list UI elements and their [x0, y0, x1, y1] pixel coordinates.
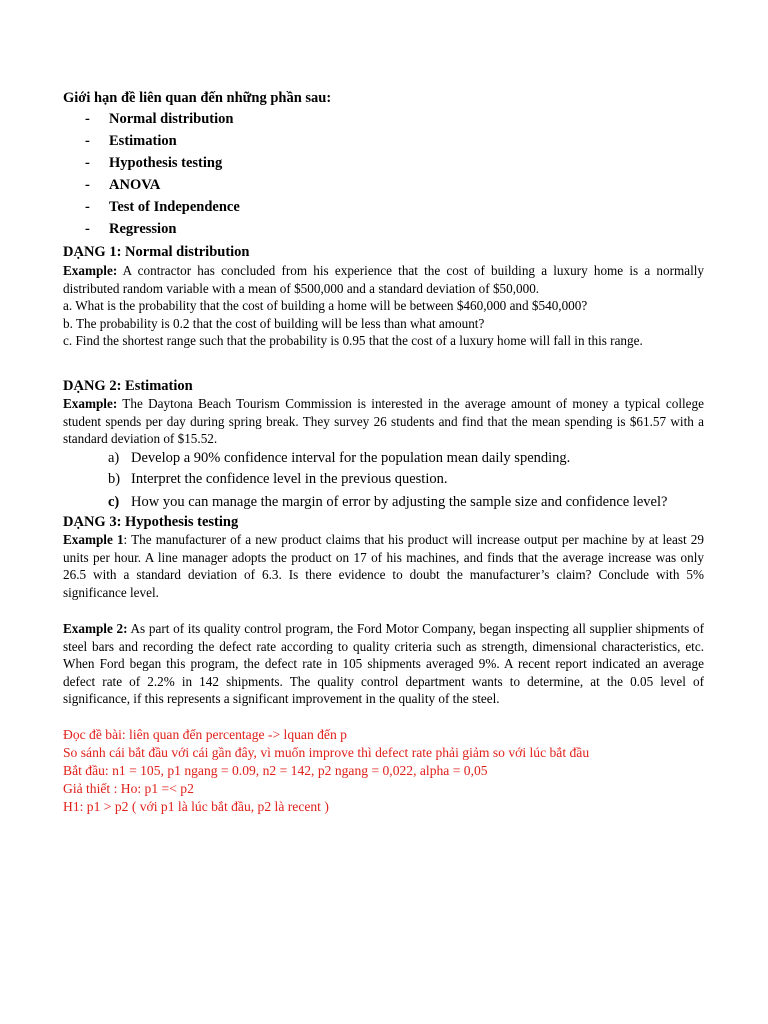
topic-item: - ANOVA [85, 177, 161, 193]
dang3-heading: DẠNG 3: Hypothesis testing [63, 514, 239, 530]
example-label: Example: [63, 263, 118, 278]
topic-item: - Estimation [85, 133, 177, 149]
example-label: Example: [63, 396, 118, 411]
question-item: b) Interpret the confidence level in the previous question. [108, 471, 448, 487]
solution-notes [63, 726, 589, 816]
note-line: So sánh cái bắt đầu với cái gần đây, vì muốn improve thì defect rate phải giảm so với lúc bắt đầu [63, 745, 590, 760]
dang3-example-1: Example 1: The manufacturer of a new product claims that his product will increase output per machine by at least 29 units per hour. A line manager adopts the product on 17 of his machines, and finds that the average increase was only 26.5 with a standard deviation of 6.3. Is there evidence to doubt the manufacturer’s claim? Conclude with 5% significance level. [63, 532, 704, 600]
question-item: c) How you can manage the margin of error by adjusting the sample size and confidence level? [108, 494, 668, 510]
question-item: a) Develop a 90% confidence interval for the population mean daily spending. [108, 450, 571, 466]
intro-heading: Giới hạn đề liên quan đến những phần sau: [63, 90, 332, 106]
topic-item: - Regression [85, 221, 177, 237]
example-label: Example 2: [63, 621, 128, 636]
example-label: Example 1 [63, 532, 124, 547]
topic-item: - Hypothesis testing [85, 155, 223, 171]
dang3-example-2: Example 2: As part of its quality control program, the Ford Motor Company, began inspecting all supplier shipments of steel bars and recording the defect rate according to quality criteria such as strength, dimensional characteristics, etc. When Ford began this program, the defect rate in 105 shipments averaged 9%. A recent report indicated an average defect rate of 2.2% in 142 shipments. The quality control department wants to determine, at the 0.05 level of significance, if this represents a significant improvement in the quality of the steel. [63, 621, 705, 707]
topic-item: - Test of Independence [85, 199, 240, 215]
note-line: Bắt đầu: n1 = 105, p1 ngang = 0.09, n2 = 142, p2 ngang = 0,022, alpha = 0,05 [63, 763, 488, 778]
dang2-question-list [108, 448, 667, 513]
dang2-example: Example: The Daytona Beach Tourism Commission is interested in the average amount of money a typical college student spends per day during spring break. They survey 26 students and find that the mean spending is $61.57 with a standard deviation of $15.52. [63, 396, 704, 447]
topic-item: - Normal distribution [85, 111, 234, 127]
dang1-question-b: b. The probability is 0.2 that the cost of building will be less than what amount? [63, 316, 485, 331]
topic-list [85, 108, 240, 240]
dang1-question-c: c. Find the shortest range such that the probability is 0.95 that the cost of a luxury home will fall in this range. [63, 333, 643, 348]
dang1-heading: DẠNG 1: Normal distribution [63, 244, 250, 260]
dang2-heading: DẠNG 2: Estimation [63, 378, 193, 394]
dang1-question-a: a. What is the probability that the cost of building a home will be between $460,000 and $540,000? [63, 298, 588, 313]
note-line: Đọc đề bài: liên quan đến percentage -> lquan đến p [63, 727, 347, 742]
dang1-example: Example: A contractor has concluded from his experience that the cost of building a luxury home is a normally distributed random variable with a mean of $500,000 and a standard deviation of $50,000. [63, 263, 704, 296]
note-line: Giả thiết : Ho: p1 =< p2 [63, 781, 194, 796]
note-line: H1: p1 > p2 ( với p1 là lúc bắt đầu, p2 là recent ) [63, 799, 329, 814]
